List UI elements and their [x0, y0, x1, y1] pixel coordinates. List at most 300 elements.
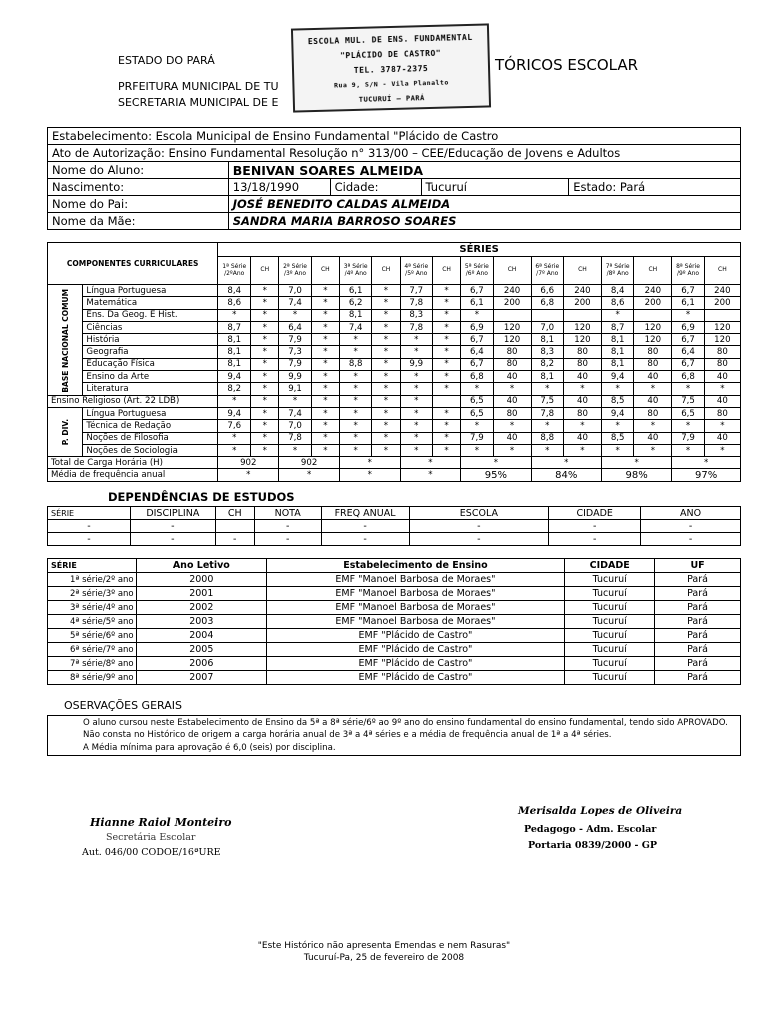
- grade-cell: [704, 309, 740, 321]
- grade-cell: *: [493, 383, 531, 395]
- dep-header: CIDADE: [549, 507, 641, 520]
- footer-note: "Este Histórico não apresenta Emendas e nem Rasuras": [257, 941, 511, 951]
- grade-cell: *: [672, 444, 704, 456]
- grade-cell: 9,4: [218, 407, 251, 419]
- dep-header: NOTA: [254, 507, 321, 520]
- subject-name: Educação Física: [83, 358, 218, 370]
- dependencias-title: DEPENDÊNCIAS DE ESTUDOS: [108, 490, 295, 504]
- grade-cell: 80: [704, 407, 740, 419]
- dep-cell: -: [254, 533, 321, 546]
- hist-cell: 2003: [136, 615, 266, 629]
- grade-cell: 8,4: [218, 285, 251, 297]
- signature-right-role: Pedagogo - Adm. Escolar: [524, 824, 657, 835]
- hist-cell: 5ª série/6º ano: [48, 629, 137, 643]
- nasc-label: Nascimento:: [48, 179, 229, 196]
- grade-cell: *: [251, 407, 279, 419]
- freq-cell: 98%: [601, 469, 671, 481]
- school-stamp: [291, 23, 491, 112]
- grade-row: [48, 297, 741, 309]
- dep-row: [48, 533, 741, 546]
- grade-cell: *: [531, 383, 563, 395]
- subject-name: Noções de Filosofia: [83, 432, 218, 444]
- hist-cell: Tucuruí: [565, 601, 655, 615]
- grade-cell: 7,9: [279, 358, 311, 370]
- parte-diversificada-label: P. DIV.: [48, 407, 83, 456]
- grade-row: [48, 321, 741, 333]
- hist-cell: Pará: [655, 587, 741, 601]
- total-cell: *: [601, 457, 671, 469]
- grade-cell: *: [400, 420, 432, 432]
- mae-name: SANDRA MARIA BARROSO SOARES: [228, 213, 740, 230]
- grade-cell: *: [400, 444, 432, 456]
- ch-header: CH: [634, 257, 672, 285]
- total-row: [48, 457, 741, 469]
- info-row-aluno: [48, 162, 741, 179]
- year-header: 1ª Série /2ºAno: [218, 257, 251, 285]
- grade-cell: 6,7: [672, 358, 704, 370]
- dep-cell: -: [254, 520, 321, 533]
- grade-cell: 40: [634, 432, 672, 444]
- dep-cell: -: [130, 520, 215, 533]
- ch-header: CH: [493, 257, 531, 285]
- freq-label: Média de frequência anual: [48, 469, 218, 481]
- grade-cell: 7,4: [339, 321, 371, 333]
- grade-cell: 8,3: [531, 346, 563, 358]
- signature-left-role: Secretária Escolar: [106, 832, 196, 843]
- grade-cell: *: [400, 407, 432, 419]
- grade-cell: 6,5: [672, 407, 704, 419]
- grade-cell: *: [251, 334, 279, 346]
- grade-cell: *: [311, 444, 339, 456]
- hist-cell: 3ª série/4º ano: [48, 601, 137, 615]
- grade-row-religioso: [48, 395, 741, 407]
- grade-cell: 7,9: [461, 432, 493, 444]
- grade-cell: 240: [493, 285, 531, 297]
- freq-cell: *: [400, 469, 461, 481]
- hist-cell: Pará: [655, 643, 741, 657]
- hist-cell: Pará: [655, 573, 741, 587]
- componentes-header: COMPONENTES CURRICULARES: [48, 243, 218, 285]
- state-name: ESTADO DO PARÁ: [118, 54, 215, 67]
- grade-cell: *: [601, 383, 633, 395]
- grade-row: [48, 358, 741, 370]
- signature-right-portaria: Portaria 0839/2000 - GP: [528, 840, 658, 851]
- grade-cell: *: [339, 371, 371, 383]
- stamp-line-3: TEL. 3787-2375: [353, 64, 429, 75]
- stamp-line-4: Rua 9, S/N - Vila Planalto: [333, 78, 449, 90]
- grade-row: [48, 346, 741, 358]
- year-header: 3ª Série /4º Ano: [339, 257, 371, 285]
- total-cell: *: [531, 457, 601, 469]
- hist-cell: Pará: [655, 601, 741, 615]
- dep-header: ESCOLA: [409, 507, 549, 520]
- grade-cell: *: [372, 297, 400, 309]
- grade-cell: 80: [493, 407, 531, 419]
- secretaria-name: SECRETARIA MUNICIPAL DE E: [118, 96, 279, 109]
- grade-cell: 8,1: [218, 358, 251, 370]
- grade-cell: *: [601, 309, 633, 321]
- grade-cell: 8,1: [601, 346, 633, 358]
- grade-cell: 6,7: [672, 285, 704, 297]
- total-label: Total de Carga Horária (H): [48, 457, 218, 469]
- grade-cell: 7,8: [279, 432, 311, 444]
- dep-header: ANO: [641, 507, 741, 520]
- grade-cell: *: [251, 383, 279, 395]
- grade-cell: 40: [563, 432, 601, 444]
- grade-cell: 40: [704, 432, 740, 444]
- info-row-mae: [48, 213, 741, 230]
- hist-cell: EMF "Manoel Barbosa de Moraes": [266, 587, 565, 601]
- student-info-table: [47, 127, 741, 230]
- grade-cell: *: [372, 358, 400, 370]
- grade-cell: 6,6: [531, 285, 563, 297]
- grade-cell: *: [400, 432, 432, 444]
- grade-cell: *: [311, 309, 339, 321]
- grade-cell: 7,5: [531, 395, 563, 407]
- grade-cell: 240: [634, 285, 672, 297]
- hist-cell: Pará: [655, 671, 741, 685]
- grade-cell: *: [400, 395, 432, 407]
- grade-cell: *: [339, 395, 371, 407]
- dep-cell: [215, 520, 254, 533]
- grade-cell: 8,1: [339, 309, 371, 321]
- ch-header: CH: [311, 257, 339, 285]
- subject-name: Língua Portuguesa: [83, 285, 218, 297]
- grade-cell: 7,6: [218, 420, 251, 432]
- hist-cell: EMF "Manoel Barbosa de Moraes": [266, 601, 565, 615]
- grade-cell: 40: [563, 371, 601, 383]
- grade-cell: *: [339, 420, 371, 432]
- grade-cell: 6,4: [672, 346, 704, 358]
- grade-cell: *: [461, 420, 493, 432]
- hist-cell: EMF "Plácido de Castro": [266, 671, 565, 685]
- grade-cell: 8,7: [601, 321, 633, 333]
- grades-table: [47, 242, 741, 482]
- grade-cell: 8,3: [400, 309, 432, 321]
- grade-cell: 8,1: [218, 334, 251, 346]
- grade-cell: *: [339, 432, 371, 444]
- grade-cell: *: [372, 309, 400, 321]
- grade-cell: *: [432, 383, 460, 395]
- grade-cell: 80: [634, 346, 672, 358]
- grade-cell: 80: [704, 358, 740, 370]
- hist-cell: Tucuruí: [565, 643, 655, 657]
- grade-cell: *: [432, 321, 460, 333]
- stamp-line-2: "PLÁCIDO DE CASTRO": [340, 48, 442, 61]
- grade-cell: 40: [704, 371, 740, 383]
- grade-cell: *: [339, 383, 371, 395]
- grade-cell: 120: [704, 321, 740, 333]
- grade-cell: 120: [493, 321, 531, 333]
- grade-cell: *: [311, 383, 339, 395]
- hist-row: [48, 629, 741, 643]
- year-header: 6ª Série /7º Ano: [531, 257, 563, 285]
- subject-name: Ciências: [83, 321, 218, 333]
- mae-label: Nome da Mãe:: [48, 213, 229, 230]
- grade-cell: 7,4: [279, 297, 311, 309]
- grade-cell: *: [461, 309, 493, 321]
- dep-row: [48, 520, 741, 533]
- grade-cell: 7,9: [279, 334, 311, 346]
- grade-cell: 8,2: [531, 358, 563, 370]
- grade-cell: 8,6: [218, 297, 251, 309]
- historico-table: [47, 558, 741, 685]
- dep-header-row: [48, 507, 741, 520]
- grade-cell: *: [634, 420, 672, 432]
- dep-header: SÉRIE: [48, 507, 131, 520]
- grade-cell: *: [339, 346, 371, 358]
- grade-cell: 6,8: [531, 297, 563, 309]
- grade-cell: 80: [704, 346, 740, 358]
- hist-cell: 2007: [136, 671, 266, 685]
- subject-name: Ensino da Arte: [83, 371, 218, 383]
- hist-cell: EMF "Plácido de Castro": [266, 629, 565, 643]
- grade-cell: *: [672, 383, 704, 395]
- hist-row: [48, 615, 741, 629]
- grade-cell: *: [432, 358, 460, 370]
- ato-autorizacao: Ato de Autorização: Ensino Fundamental Resolução n° 313/00 – CEE/Educação de Jovens e Adultos: [48, 145, 741, 162]
- grade-cell: 8,5: [601, 395, 633, 407]
- grade-cell: 240: [563, 285, 601, 297]
- hist-header: Estabelecimento de Ensino: [266, 559, 565, 573]
- grade-cell: *: [634, 444, 672, 456]
- hist-cell: Tucuruí: [565, 573, 655, 587]
- grade-cell: *: [218, 395, 251, 407]
- grade-cell: 240: [704, 285, 740, 297]
- hist-header: SÉRIE: [48, 559, 137, 573]
- hist-cell: 2005: [136, 643, 266, 657]
- dep-cell: -: [321, 533, 409, 546]
- hist-cell: Tucuruí: [565, 671, 655, 685]
- info-row-pai: [48, 196, 741, 213]
- grade-cell: [432, 395, 460, 407]
- subject-name: Noções de Sociologia: [83, 444, 218, 456]
- grade-cell: 7,3: [279, 346, 311, 358]
- dep-cell: -: [130, 533, 215, 546]
- signature-left-name: Hianne Raiol Monteiro: [90, 816, 232, 829]
- grade-cell: *: [432, 371, 460, 383]
- pai-name: JOSÉ BENEDITO CALDAS ALMEIDA: [228, 196, 740, 213]
- grade-cell: [563, 309, 601, 321]
- grade-cell: 7,0: [279, 285, 311, 297]
- grade-cell: *: [372, 371, 400, 383]
- ch-header: CH: [563, 257, 601, 285]
- grade-cell: *: [563, 420, 601, 432]
- hist-cell: Pará: [655, 629, 741, 643]
- grade-cell: 7,8: [531, 407, 563, 419]
- cidade-label: Cidade:: [330, 179, 421, 196]
- grade-cell: [634, 309, 672, 321]
- grade-cell: *: [311, 420, 339, 432]
- grade-cell: *: [601, 444, 633, 456]
- ch-header: CH: [251, 257, 279, 285]
- grade-cell: 6,4: [461, 346, 493, 358]
- dep-cell: -: [409, 533, 549, 546]
- hist-cell: 2006: [136, 657, 266, 671]
- subject-name: Técnica de Redação: [83, 420, 218, 432]
- grade-cell: 8,1: [531, 371, 563, 383]
- grade-cell: 40: [493, 371, 531, 383]
- stamp-line-1: ESCOLA MUL. DE ENS. FUNDAMENTAL: [307, 32, 473, 47]
- grade-cell: *: [311, 395, 339, 407]
- grade-cell: *: [251, 321, 279, 333]
- grade-row: [48, 432, 741, 444]
- ch-header: CH: [432, 257, 460, 285]
- dep-header: CH: [215, 507, 254, 520]
- grade-cell: *: [400, 346, 432, 358]
- grade-cell: *: [311, 321, 339, 333]
- hist-row: [48, 573, 741, 587]
- hist-cell: EMF "Manoel Barbosa de Moraes": [266, 615, 565, 629]
- grade-cell: 120: [634, 321, 672, 333]
- grade-cell: *: [372, 444, 400, 456]
- grade-cell: 8,1: [601, 334, 633, 346]
- grade-cell: *: [251, 297, 279, 309]
- subject-name: Língua Portuguesa: [83, 407, 218, 419]
- grade-cell: *: [218, 444, 251, 456]
- dep-cell: -: [215, 533, 254, 546]
- nasc-value: 13/18/1990: [228, 179, 330, 196]
- grade-cell: 80: [563, 358, 601, 370]
- grade-cell: 9,4: [601, 371, 633, 383]
- grade-cell: *: [432, 346, 460, 358]
- grade-cell: 6,4: [279, 321, 311, 333]
- dep-header: DISCIPLINA: [130, 507, 215, 520]
- grade-cell: 40: [493, 395, 531, 407]
- grade-cell: *: [400, 334, 432, 346]
- estado-value: Estado: Pará: [569, 179, 741, 196]
- grade-row: [48, 309, 741, 321]
- grade-cell: *: [432, 297, 460, 309]
- grade-row: [48, 334, 741, 346]
- document-title: TÓRICOS ESCOLAR: [495, 56, 639, 74]
- obs-line-1: O aluno cursou neste Estabelecimento de Ensino da 5ª a 8ª série/6º ao 9º ano do ensino fundamental do ensino fundamental, tendo sido APROVADO.: [83, 718, 728, 728]
- grade-cell: 200: [493, 297, 531, 309]
- grade-cell: 80: [563, 407, 601, 419]
- grade-cell: *: [311, 297, 339, 309]
- hist-cell: 2000: [136, 573, 266, 587]
- info-row-estabelecimento: [48, 128, 741, 145]
- grade-cell: *: [372, 383, 400, 395]
- grade-cell: 120: [634, 334, 672, 346]
- grade-cell: 40: [634, 371, 672, 383]
- grade-cell: *: [704, 420, 740, 432]
- grade-cell: 80: [634, 407, 672, 419]
- year-header: 5ª Série /6º Ano: [461, 257, 493, 285]
- ch-header: CH: [372, 257, 400, 285]
- series-header: SÉRIES: [218, 243, 741, 257]
- grade-cell: *: [372, 321, 400, 333]
- grade-cell: *: [218, 309, 251, 321]
- grade-cell: *: [251, 309, 279, 321]
- hist-header: Ano Letivo: [136, 559, 266, 573]
- hist-cell: Pará: [655, 615, 741, 629]
- grade-cell: 9,9: [400, 358, 432, 370]
- hist-row: [48, 601, 741, 615]
- info-row-ato: [48, 145, 741, 162]
- grade-cell: 6,7: [461, 334, 493, 346]
- dep-cell: -: [641, 520, 741, 533]
- total-cell: *: [400, 457, 461, 469]
- hist-header: CIDADE: [565, 559, 655, 573]
- hist-cell: Pará: [655, 657, 741, 671]
- signature-right-name: Merisalda Lopes de Oliveira: [518, 805, 683, 817]
- year-header: 2ª Série /3º Ano: [279, 257, 311, 285]
- total-cell: *: [461, 457, 531, 469]
- grade-cell: 7,5: [672, 395, 704, 407]
- grade-cell: 6,7: [461, 285, 493, 297]
- grade-cell: *: [339, 334, 371, 346]
- grade-cell: 80: [634, 358, 672, 370]
- obs-line-3: A Média mínima para aprovação é 6,0 (seis) por disciplina.: [83, 742, 336, 753]
- grade-cell: 7,8: [400, 297, 432, 309]
- hist-cell: Tucuruí: [565, 587, 655, 601]
- grade-cell: *: [634, 383, 672, 395]
- grade-cell: *: [432, 309, 460, 321]
- grade-cell: 8,6: [601, 297, 633, 309]
- grade-row: [48, 285, 741, 297]
- hist-cell: EMF "Manoel Barbosa de Moraes": [266, 573, 565, 587]
- grade-cell: 6,2: [339, 297, 371, 309]
- grade-cell: *: [251, 358, 279, 370]
- grade-cell: *: [218, 432, 251, 444]
- hist-cell: Tucuruí: [565, 629, 655, 643]
- grade-cell: 8,7: [218, 321, 251, 333]
- hist-cell: Tucuruí: [565, 615, 655, 629]
- base-nacional-label: BASE NACIONAL COMUM: [48, 285, 83, 396]
- dependencias-table: [47, 506, 741, 546]
- grade-cell: 6,5: [461, 407, 493, 419]
- grade-cell: *: [461, 383, 493, 395]
- grade-cell: *: [432, 285, 460, 297]
- dep-cell: -: [409, 520, 549, 533]
- hist-cell: Tucuruí: [565, 657, 655, 671]
- freq-cell: 84%: [531, 469, 601, 481]
- grade-cell: 80: [493, 358, 531, 370]
- grade-cell: 8,1: [601, 358, 633, 370]
- grade-cell: *: [493, 444, 531, 456]
- grade-cell: 6,1: [461, 297, 493, 309]
- total-cell: *: [672, 457, 741, 469]
- grade-cell: *: [251, 285, 279, 297]
- grade-cell: 8,1: [218, 346, 251, 358]
- dep-cell: -: [549, 533, 641, 546]
- freq-row: [48, 469, 741, 481]
- subject-name: História: [83, 334, 218, 346]
- observacoes-title: OSERVAÇÕES GERAIS: [64, 699, 182, 712]
- hist-cell: 7ª série/8º ano: [48, 657, 137, 671]
- grade-row: [48, 371, 741, 383]
- pai-label: Nome do Pai:: [48, 196, 229, 213]
- subject-name: Matemática: [83, 297, 218, 309]
- grade-cell: 120: [704, 334, 740, 346]
- grade-cell: *: [704, 383, 740, 395]
- grade-cell: 6,1: [672, 297, 704, 309]
- hist-row: [48, 643, 741, 657]
- grade-cell: *: [279, 309, 311, 321]
- grades-header-row: [48, 243, 741, 257]
- grade-cell: 200: [563, 297, 601, 309]
- grade-cell: *: [372, 285, 400, 297]
- freq-cell: *: [218, 469, 279, 481]
- hist-cell: EMF "Plácido de Castro": [266, 643, 565, 657]
- grade-cell: 9,9: [279, 371, 311, 383]
- grade-cell: 80: [493, 346, 531, 358]
- grade-cell: 8,8: [531, 432, 563, 444]
- hist-row: [48, 671, 741, 685]
- grade-cell: *: [372, 407, 400, 419]
- grade-cell: *: [372, 395, 400, 407]
